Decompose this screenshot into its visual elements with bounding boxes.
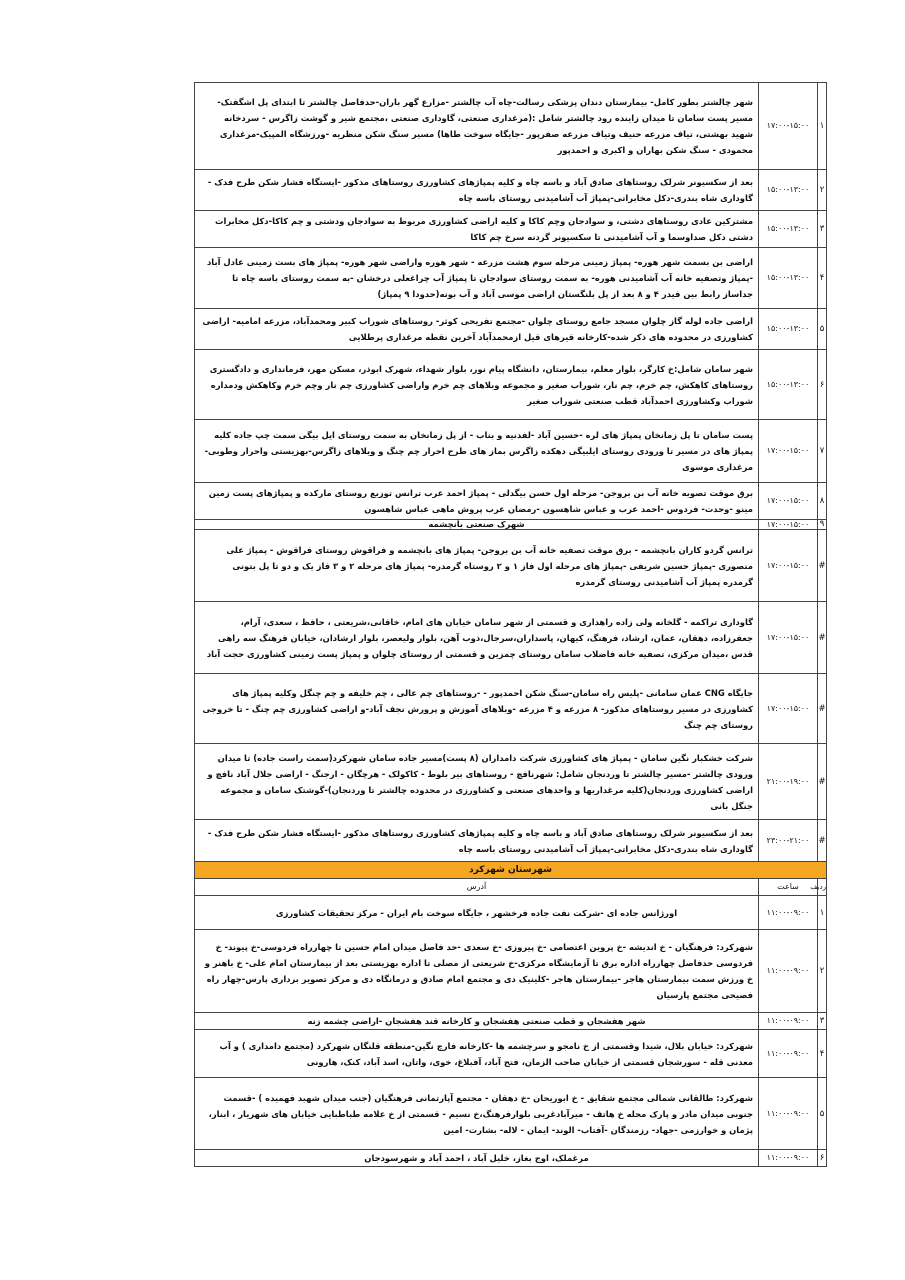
address: مشترکین عادی روستاهای دشتی، و سوادجان وچم کاکا و کلیه اراضی کشاورزی مربوط به سوادجان ودشتی و چم کاکا-دکل مخابرات دشتی دکل صداوسما و آب آشامیدنی تا سکسیونر گردنه سرخ چم کاکا [195,211,759,248]
section-header [195,862,827,879]
row-number: ۲ [818,930,827,1013]
address: ترانس گردو کاران بانچشمه - برق موقت تصفیه خانه آب بن بروجن- پمپاژ های بانچشمه و فراقوش روستای فراقوش - پمپاژ علی منصوری -پمپاژ حسین شریفی -پمپاژ های مرحله اول فاز ۱ و ۲ روستاه گرمدره- پمپاژ های مرحله ۲ و ۳ فاز یک و دو تا پل بتونی گرمدره پمپاژ آب آشامیدنی روستای گرمدره [195,530,759,602]
time-range: ۱۵:۰۰-۱۳:۰۰ [759,170,818,211]
column-headers [195,879,827,896]
row-number: ۳ [818,211,827,248]
section-title: شهرستان شهرکرد [195,862,827,879]
table-row [195,170,827,211]
time-range: ۱۷:۰۰-۱۵:۰۰ [759,520,818,530]
table-row [195,530,827,602]
row-number: # [818,674,827,744]
outage-schedule-table [194,82,827,1167]
time-range: ۲۱:۰۰-۱۹:۰۰ [759,744,818,820]
time-range: ۱۱:۰۰-۰۹:۰۰ [759,1150,818,1167]
address: پست سامان تا پل زمانخان پمپاژ های لره -حسین آباد -لفدنیه و بناب - از پل زمانخان به سمت روستای ایل بیگی سمت چپ جاده کلیه پمپاژ های در مسیر تا ورودی روستای ایلبیگی دهکده زاگرس بماز های طرح احرار چم چنگ و ویلاهای زاگرس-بهزیستی واحرار وطوبی- مرغداری موسوی [195,420,759,483]
address: شهر سامان شامل:خ کارگر، بلوار معلم، بیمارستان، دانشگاه پیام نور، بلوار شهداء، شهرک ابوذر، مسکن مهر، فرمانداری و دادگستری روستاهای کاهکش، چم خرم، چم نار، شوراب صغیر و مجموعه وبلاهای چم خرم واراضی کشاورزی چم نار وچم خرم وکاهکش ودمداره شوراب وکشاورزی احمدآباد قطب صنعتی شوراب صغیر [195,350,759,420]
table-row [195,520,827,530]
row-number: ۶ [818,350,827,420]
table-row [195,896,827,930]
table-row [195,930,827,1013]
address: بعد از سکسیونر شرلک روستاهای صادق آباد و باسه چاه و کلیه پمپاژهای کشاورزی روستاهای مذکور -ایستگاه فشار شکن طرح فدک - گاوداری شاه بندری-دکل مخابراتی-پمپاژ آب آشامیدنی روستای باسه چاه [195,820,759,862]
table-row [195,483,827,520]
row-number: ۴ [818,1030,827,1078]
address: مرغملک، اوج بغاز، خلیل آباد ، احمد آباد و شهرسودجان [195,1150,759,1167]
row-number: ۵ [818,1078,827,1150]
row-number: ۷ [818,420,827,483]
time-range: ۱۱:۰۰-۰۹:۰۰ [759,896,818,930]
row-number: ۶ [818,1150,827,1167]
address: شرکت خشکبار نگین سامان - پمپاژ های کشاورزی شرکت دامداران (۸ پست)مسیر جاده سامان شهرکرد(سمت راست جاده) تا میدان ورودی چالشتر -مسیر چالشتر تا وردنجان شامل: شهرنافچ - روستاهای بیر بلوط - کاکولک - هرچگان - ارجنگ - اراضی جلال آباد نافچ و اراضی کشاورزی وردنجان(کلیه مرغداریها و واحدهای صنعتی و کشاورزی در محدوده چالشتر تا وردنجان)-گوشتک سامان و مجموعه جنگل بانی [195,744,759,820]
table-row [195,820,827,862]
header-time: ساعت [759,879,818,896]
time-range: ۱۱:۰۰-۰۹:۰۰ [759,1030,818,1078]
address: شهرکرد: طالقانی شمالی مجتمع شقایق - خ ابوریحان -خ دهقان - مجتمع آپارتمانی فرهنگیان (جنب میدان شهید فهمیده ) -قسمت جنوبی میدان مادر و پارک محله خ هاتف - میرآبادغربی بلوارفرهنگ،خ نسیم - قسمتی از خ علامه طباطبایی خیابان های شهریار ، ابنار، پژمان و خوارزمی -جهاد- رزمندگان -آفتاب- الوند- ایمان - لاله- بشارت- امین [195,1078,759,1150]
table-row [195,420,827,483]
address: شهر هفشجان و قطب صنعتی هفشجان و کارخانه قند هفشجان -اراضی چشمه زنه [195,1013,759,1030]
time-range: ۱۷:۰۰-۱۵:۰۰ [759,83,818,170]
table-row [195,211,827,248]
time-range: ۱۷:۰۰-۱۵:۰۰ [759,420,818,483]
time-range: ۲۳:۰۰-۲۱:۰۰ [759,820,818,862]
address: برق موقت تصویه خانه آب بن بروجن- مرحله اول حسن بیگدلی - پمپاژ احمد عرب ترانس توزیع روستای مارکده و پمپاژهای پست زمین مینو -وحدت- فردوس -احمد عرب و عباس شاهسون -رمضان عرب پروش ماهی عباس شاهسون [195,483,759,520]
address: جایگاه CNG عمان سامانی -پلیس راه سامان-سنگ شکن احمدپور - -روستاهای چم عالی ، چم خلیفه و چم چنگل وکلیه پمپاژ های کشاورزی در مسیر روستاهای مذکور- ۸ مزرعه و ۴ مزرعه -وبلاهای آموزش و پرورش نجف آباد-و اراضی کشاورزی چم چنگ - تا خروجی روستای چم چنگ [195,674,759,744]
time-range: ۱۷:۰۰-۱۵:۰۰ [759,602,818,674]
row-number: # [818,744,827,820]
time-range: ۱۱:۰۰-۰۹:۰۰ [759,1013,818,1030]
address: بعد از سکسیونر شرلک روستاهای صادق آباد و باسه چاه و کلیه پمپاژهای کشاورزی روستاهای مذکور -ایستگاه فشار شکن طرح فدک - گاوداری شاه بندری-دکل مخابراتی-پمپاژ آب آشامیدنی روستای باسه چاه [195,170,759,211]
row-number: ۹ [818,520,827,530]
table-row [195,674,827,744]
table-row [195,309,827,350]
row-number: ۸ [818,483,827,520]
time-range: ۱۵:۰۰-۱۳:۰۰ [759,211,818,248]
address: گاوداری تراکمه - گلخانه ولی زاده راهداری و قسمتی از شهر سامان خیابان های امام، خاقانی،شریعتی ، حافظ ، سعدی، آرام، جعفرزاده، دهقان، عمان، ارشاد، فرهنگ، کیهان، پاسداران،سرجال،ذوب آهن، بلوار ولیعصر، بلوار ارشادان، خیابان فرهنگ سه راهی قدس ،میدان مرکزی، تصفیه خانه فاضلاب سامان روستای چمزین و قسمتی از روستای چلوان و پمپاژ پست زمینی کشاورزی حجت آباد [195,602,759,674]
time-range: ۱۵:۰۰-۱۳:۰۰ [759,309,818,350]
time-range: ۱۱:۰۰-۰۹:۰۰ [759,930,818,1013]
table-row [195,1078,827,1150]
time-range: ۱۷:۰۰-۱۵:۰۰ [759,674,818,744]
table-row [195,602,827,674]
header-address: آدرس [195,879,759,896]
table-row [195,248,827,309]
address: شهرک صنعتی بانچشمه [195,520,759,530]
row-number: ۱ [818,896,827,930]
address: شهر چالشتر بطور کامل- بیمارستان دندان پزشکی رسالت-چاه آب چالشتر -مزارع گهر باران-حدفاصل چالشتر تا ابتدای پل اشگفتک- مسیر پست سامان تا میدان زاینده رود چالشتر شامل :(مرغداری صنعتی، گاوداری صنعتی ،مجتمع شیر و گوشت زاگرس - سردخانه شهید بهشتی، تیاف مزرعه حنیف وتیاف مزرعه صفرپور -جایگاه سوخت طاها) مسیر سنگ شکن منظریه -ورزشگاه المپیک-مرغداری محمودی - سنگ شکن بهاران و اکبری و احمدپور [195,83,759,170]
row-number: # [818,820,827,862]
row-number: # [818,602,827,674]
address: شهرکرد: فرهنگیان - خ اندیشه -خ پروین اعتصامی -خ پیروزی -خ سعدی -حد فاصل میدان امام حسین تا چهارراه فردوسی-خ پیوند- خ فردوسی حدفاصل چهارراه اداره برق تا آزمایشگاه مرکزی-خ شریعتی از مصلی تا اداره بهزیستی بعد از بیمارستان امام علی- خ باهنر و خ ورزش سمت بیمارستان هاجر -بیمارستان هاجر -کلینیک دی و مجتمع امام صادق و درمانگاه دی و مرکز تصویر برداری پارس-چهار راه فصیحی مجتمع پارسیان [195,930,759,1013]
row-number: ۴ [818,248,827,309]
table-row [195,1030,827,1078]
table-row [195,1150,827,1167]
table-row [195,350,827,420]
row-number: ۳ [818,1013,827,1030]
address: اراضی جاده لوله گاز چلوان مسجد جامع روستای چلوان -مجتمع تفریحی کوثر- روستاهای شوراب کبیر ومحمدآباد، مزرعه امامیه- اراضی کشاورزی در محدوده های ذکر شده-کارخانه قیرهای قیل ازمحمدآباد آخرین نقطه مرغداری پرطلایی [195,309,759,350]
time-range: ۱۵:۰۰-۱۳:۰۰ [759,350,818,420]
address: اراضی بن بسمت شهر هوره- پمپاژ زمینی مرحله سوم هشت مزرعه - شهر هوره واراضی شهر هوره- پمپاژ های بست زمینی عادل آباد -پمپاژ وتصفیه خانه آب آشامیدنی هوره- به سمت روستای سوادجان تا پمپاژ آب چراغعلی درخشان -به سمت روستای باسه چاه تا جداساز رابط بین فیدر ۴ و ۸ بعد از پل بلنگستان اراضی موسی آباد و آب بونه(حدودا ۹ پمپاژ) [195,248,759,309]
address: اورژانس جاده ای -شرکت نفت جاده فرخشهر ، جایگاه سوخت بام ایران - مرکز تحقیقات کشاورزی [195,896,759,930]
row-number: ۲ [818,170,827,211]
header-row-number: ردیف [818,879,827,896]
time-range: ۱۱:۰۰-۰۹:۰۰ [759,1078,818,1150]
row-number: # [818,530,827,602]
row-number: ۱ [818,83,827,170]
time-range: ۱۷:۰۰-۱۵:۰۰ [759,530,818,602]
time-range: ۱۷:۰۰-۱۵:۰۰ [759,483,818,520]
table-row [195,83,827,170]
time-range: ۱۵:۰۰-۱۳:۰۰ [759,248,818,309]
address: شهرکرد: خیابان بلال، شیدا وقسمتی از خ نامجو و سرچشمه ها -کارخانه فارچ نگین-منطقه قلنگان شهرکرد (مجتمع دامداری ) و آب معدنی قله - سورشجان قسمتی از خیابان صاحب الزمان، فتح آباد، آفبلاغ، خوی، واتان، اسد آباد، کنک، هارونی [195,1030,759,1078]
table-row [195,744,827,820]
row-number: ۵ [818,309,827,350]
table-row [195,1013,827,1030]
